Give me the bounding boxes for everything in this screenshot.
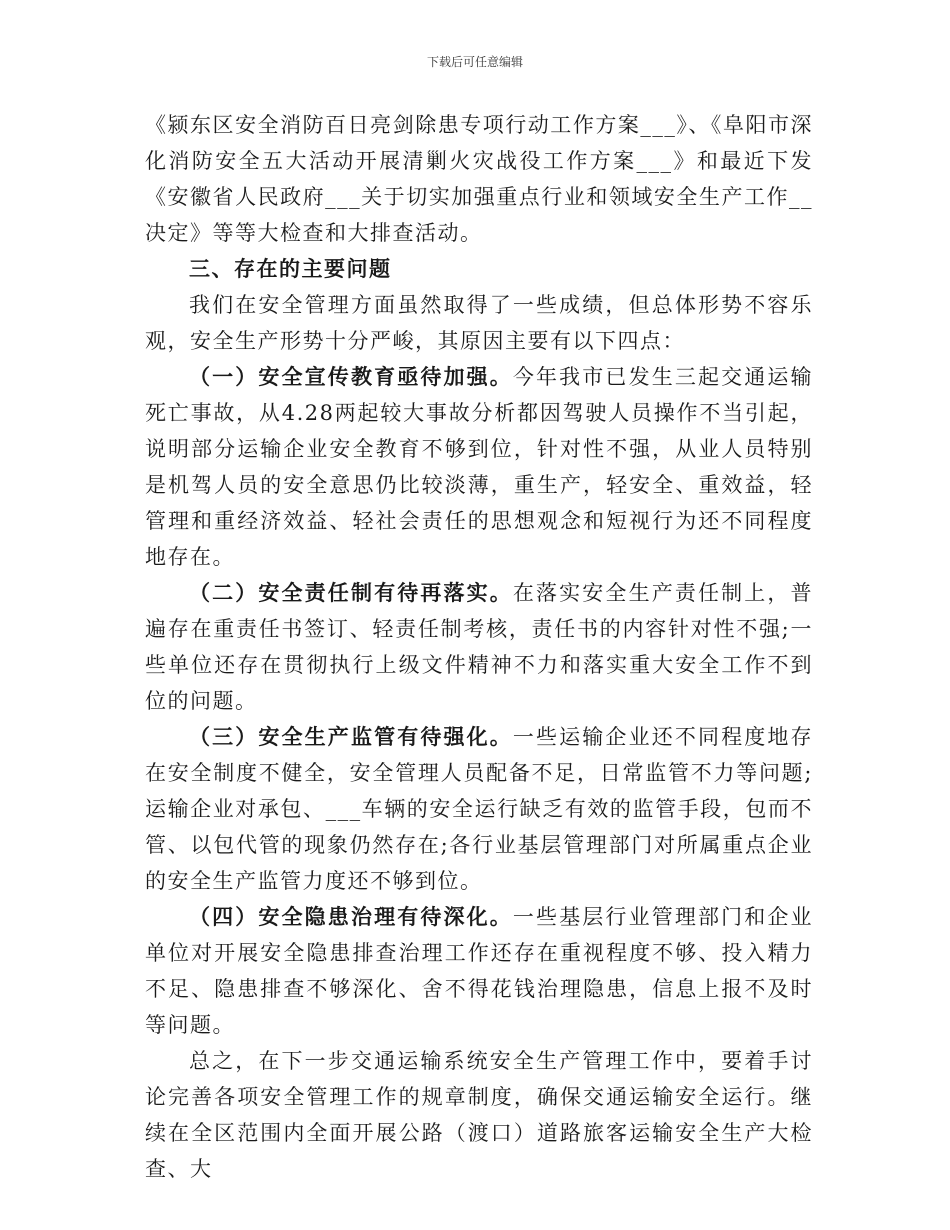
page-header: 下载后可任意编辑 <box>426 55 523 69</box>
section-intro-paragraph: 我们在安全管理方面虽然取得了一些成绩，但总体形势不容乐观，安全生产形势十分严峻，其原因主要有以下四点： <box>145 293 813 353</box>
issue-lead-3: （三）安全生产监管有待强化。 <box>189 725 513 749</box>
issue-paragraph-1 <box>145 359 813 575</box>
issue-text-3: 一些运输企业还不同程度地存在安全制度不健全，安全管理人员配备不足，日常监管不力等问题;运输企业对承包、___车辆的安全运行缺乏有效的监管手段，包而不管、以包代管的现象仍然存在;各行业基层管理部门对所属重点企业的安全生产监管力度还不够到位。 <box>145 725 814 893</box>
issue-paragraph-2 <box>145 575 813 719</box>
issue-lead-2: （二）安全责任制有待再落实。 <box>189 581 513 605</box>
document-body <box>145 107 813 1187</box>
issue-text-4: 一些基层行业管理部门和企业单位对开展安全隐患排查治理工作还存在重视程度不够、投入精力不足、隐患排查不够深化、舍不得花钱治理隐患，信息上报不及时等问题。 <box>145 905 814 1037</box>
section-heading: 三、存在的主要问题 <box>189 257 392 281</box>
issue-text-2: 在落实安全生产责任制上，普遍存在重责任书签订、轻责任制考核，责任书的内容针对性不强;一些单位还存在贯彻执行上级文件精神不力和落实重大安全工作不到位的问题。 <box>145 581 814 713</box>
issue-paragraph-3 <box>145 719 813 899</box>
issue-text-1: 今年我市已发生三起交通运输死亡事故，从4.28两起较大事故分析都因驾驶人员操作不当引起，说明部分运输企业安全教育不够到位，针对性不强，从业人员特别是机驾人员的安全意思仍比较淡薄，重生产，轻安全、重效益，轻管理和重经济效益、轻社会责任的思想观念和短视行为还不同程度地存在。 <box>145 365 814 569</box>
intro-paragraph: 《颍东区安全消防百日亮剑除患专项行动工作方案___》、《阜阳市深化消防安全五大活动开展清剿火灾战役工作方案___》和最近下发《安徽省人民政府___关于切实加强重点行业和领域安全生产工作__决定》等等大检查和大排查活动。 <box>145 113 813 245</box>
issue-paragraph-4 <box>145 899 813 1043</box>
closing-paragraph: 总之，在下一步交通运输系统安全生产管理工作中，要着手讨论完善各项安全管理工作的规章制度，确保交通运输安全运行。继续在全区范围内全面开展公路（渡口）道路旅客运输安全生产大检查、大 <box>145 1049 813 1181</box>
issue-lead-1: （一）安全宣传教育亟待加强。 <box>189 365 513 389</box>
issue-lead-4: （四）安全隐患治理有待深化。 <box>189 905 513 929</box>
